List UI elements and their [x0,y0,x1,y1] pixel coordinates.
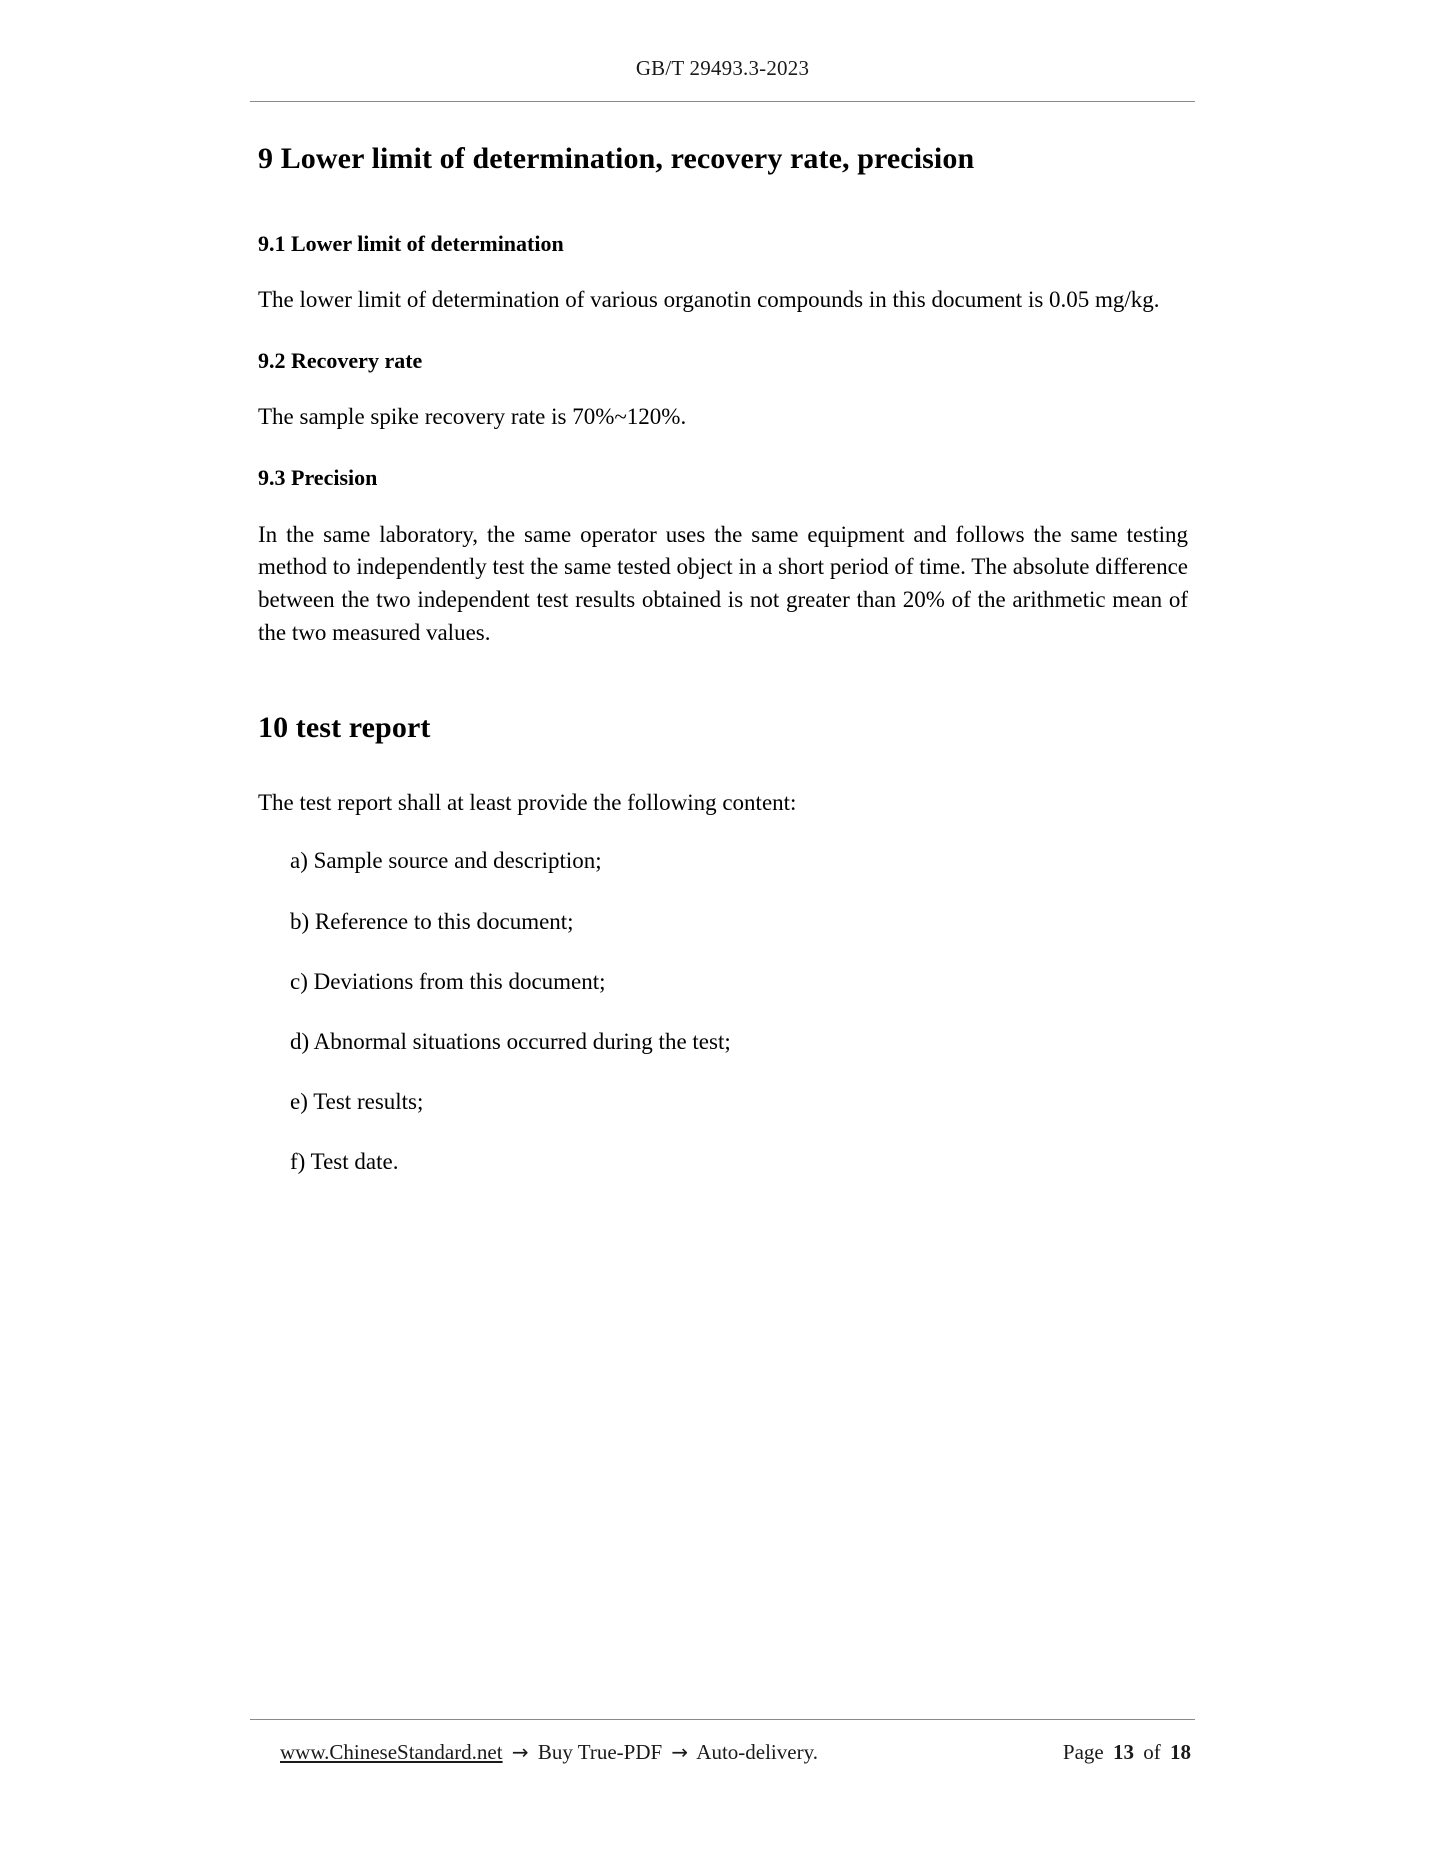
section-9-1-body: The lower limit of determination of various organotin compounds in this document is 0.05 mg/kg. [258,287,1160,313]
section-9-3-body: In the same laboratory, the same operator uses the same equipment and follows the same testing method to independently test the same tested object in a short period of time. The absolute difference between the two independent test results obtained is not greater than 20% of the arithmetic mean of the two measured values. [258,521,1188,645]
list-item: e) Test results; [290,1089,424,1115]
section-9-heading: 9 Lower limit of determination, recovery rate, precision [258,142,975,175]
page-header [250,56,1195,81]
test-report-list [258,845,1188,1178]
footer-buy-text: Buy True-PDF [537,1740,663,1764]
page-number: 13 [1113,1740,1134,1764]
footer-delivery-text: Auto-delivery. [696,1740,818,1764]
section-9-1-heading: 9.1 Lower limit of determination [258,230,564,256]
page-label: Page [1062,1740,1104,1764]
section-10-heading: 10 test report [258,711,431,745]
list-item: b) Reference to this document; [290,908,574,934]
arrow-right-icon: → [671,1740,689,1764]
section-10-intro: The test report shall at least provide the following content: [258,789,797,815]
section-9-2-body: The sample spike recovery rate is 70%~120%. [258,404,687,430]
section-9-2-heading: 9.2 Recovery rate [258,347,423,373]
list-item: a) Sample source and description; [290,848,602,874]
arrow-right-icon: → [511,1740,529,1764]
page-footer [250,1740,1195,1780]
footer-promo [280,1740,818,1765]
list-item: f) Test date. [290,1149,399,1175]
footer-divider [250,1719,1195,1720]
header-standard-number: GB/T 29493.3-2023 [635,56,810,80]
page-content [258,140,1188,1179]
list-item: d) Abnormal situations occurred during the test; [290,1028,731,1054]
of-label: of [1143,1740,1161,1764]
list-item: c) Deviations from this document; [290,968,606,994]
section-9-3-heading: 9.3 Precision [258,465,378,490]
header-divider [250,101,1195,102]
total-pages: 18 [1170,1740,1191,1764]
footer-pagination [1063,1740,1195,1765]
footer-site-link[interactable]: www.ChineseStandard.net [280,1740,503,1764]
